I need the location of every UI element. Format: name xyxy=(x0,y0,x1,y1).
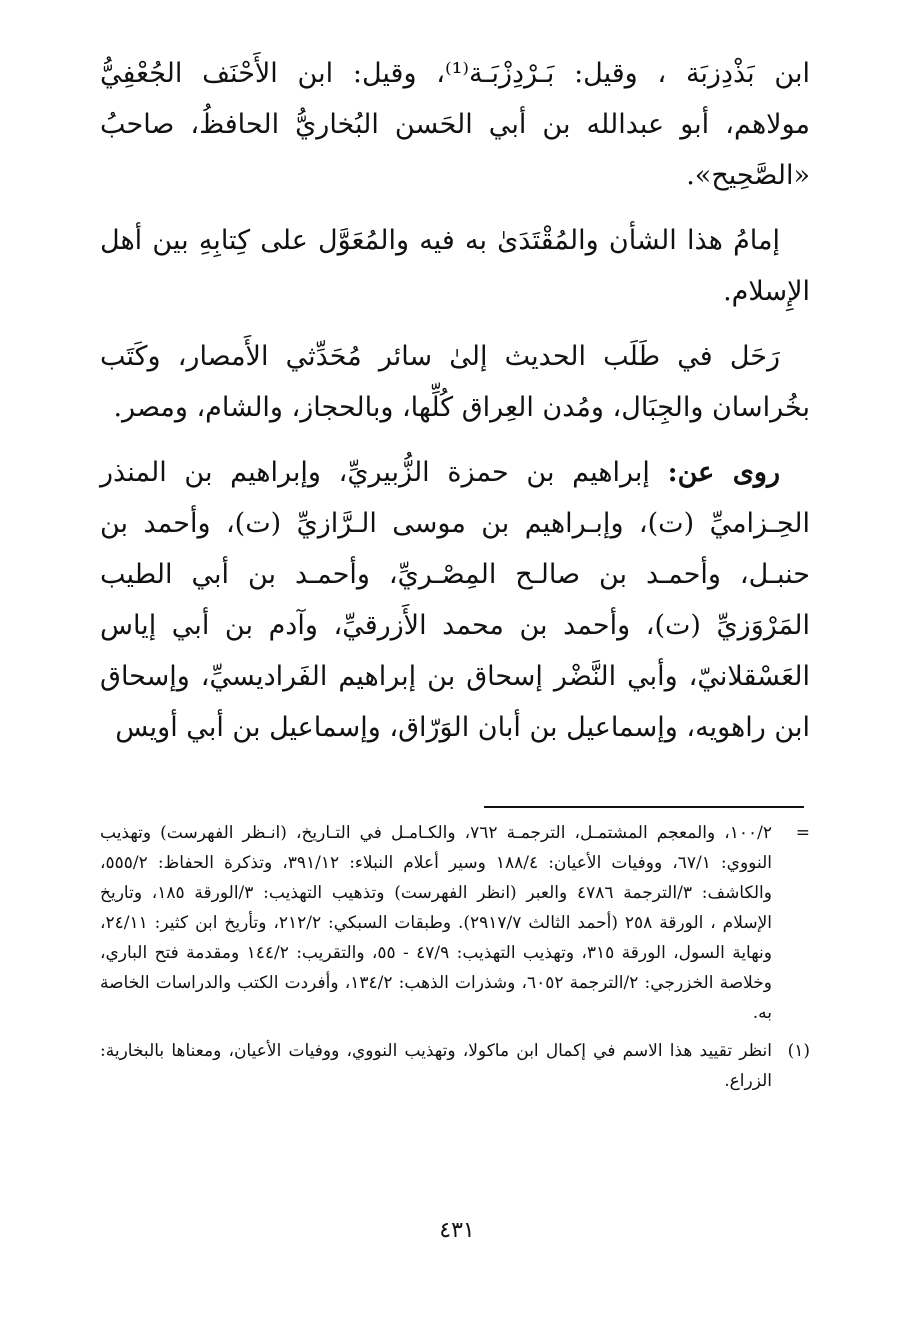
footnote-1-text: انظر تقييد هذا الاسم في إكمال ابن ماكولا، وتهذيب النووي، ووفيات الأعيان، ومعناها بالبخارية: الزراع. xyxy=(100,1041,772,1091)
paragraph-travels: رَحَل في طَلَب الحديث إلىٰ سائر مُحَدِّثي الأَمصار، وكَتَب بخُراسان والجِبَال، ومُدن العِراق كُلِّها، وبالحجاز، والشام، ومصر. xyxy=(100,341,810,423)
main-text xyxy=(100,48,810,767)
footnote-continuation-mark: = xyxy=(795,823,810,843)
narrated-from-label: روى عن: xyxy=(667,457,780,488)
footnote-1 xyxy=(100,1036,810,1096)
paragraph-narrated-from xyxy=(100,447,810,753)
footnote-continuation-text: ١٠٠/٢، والمعجم المشتمـل، الترجمـة ٧٦٢، والكـامـل في التـاريخ، (انـظر الفهرست) وتهذيب النووي: ٦٧/١، ووفيات الأعيان: ١٨٨/٤ وسير أعلام النبلاء: ٣٩١/١٢، وتذكرة الحفاظ: ٥٥٥/٢، والكاشف: ٣/الترجمة ٤٧٨٦ والعبر (انظر الفهرست) وتذهيب التهذيب: ٣/الورقة ١٨٥، وتاريخ الإسلام ، الورقة ٢٥٨ (أحمد الثالث ٢٩١٧/٧). وطبقات السبكي: ٢١٢/٢، وتأريخ ابن كثير: ٢٤/١١، ونهاية السول، الورقة ٣١٥، وتهذيب التهذيب: ٤٧/٩ - ٥٥، والتقريب: ١٤٤/٢ ومقدمة فتح الباري، وخلاصة الخزرجي: ٢/الترجمة ٦٠٥٢، وشذرات الذهب: ١٣٤/٢، وأفردت الكتب والدراسات الخاصة به. xyxy=(100,823,773,1023)
footnotes xyxy=(100,818,810,1104)
paragraph-name-lineage: ابن بَذْدِزبَة ، وقيل: بَـرْدِزْبَـة⁽¹⁾، وقيل: ابن الأَحْنَف الجُعْفِيُّ مولاهم، أبو عبدالله بن أبي الحَسن البُخاريُّ الحافظُ، صاحبُ «الصَّحِيح». xyxy=(100,58,810,191)
footnote-1-mark: (١) xyxy=(787,1041,810,1061)
footnote-continuation xyxy=(100,818,810,1028)
page-number: ٤٣١ xyxy=(439,1218,475,1243)
paragraph-imam: إمامُ هذا الشأن والمُقْتَدَىٰ به فيه والمُعَوَّل على كِتابِهِ بين أهل الإِسلام. xyxy=(100,225,810,307)
footnote-separator xyxy=(484,806,804,808)
narrated-from-text: إبراهيم بن حمزة الزُّبيريِّ، وإبراهيم بن المنذر الحِـزاميِّ (ت)، وإبـراهيم بن موسى الـرَّازيِّ (ت)، وأحمد بن حنبـل، وأحمـد بن صالـح المِصْـريِّ، وأحمـد بن أبي الطيب المَرْوَزيِّ (ت)، وأحمد بن محمد الأَزرقيِّ، وآدم بن أبي إياس العَسْقلانيّ، وأبي النَّضْر إسحاق بن إبراهيم الفَراديسيِّ، وإسحاق ابن راهويه، وإسماعيل بن أبان الوَرّاق، وإسماعيل بن أبي أويس xyxy=(100,457,810,743)
